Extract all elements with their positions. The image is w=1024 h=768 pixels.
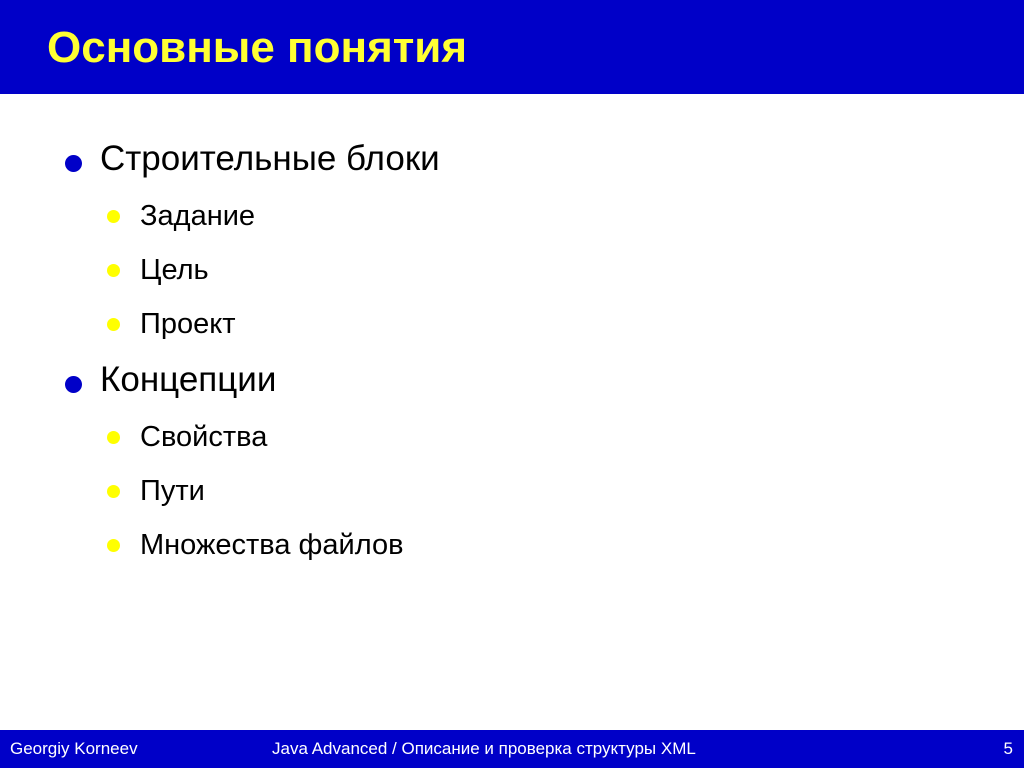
sub-bullet-item: Цель [140,254,209,286]
sub-bullet-item: Задание [140,200,256,232]
page-number: 5 [1003,739,1013,758]
bullet-dot-icon [65,155,82,172]
sub-bullet-item: Свойства [140,421,268,453]
sub-bullet-dot-icon [107,318,120,331]
slide-title: Основные понятия [47,23,468,72]
footer-bar [0,730,1024,768]
sub-bullet-item: Пути [140,475,205,507]
bullet-item: Строительные блоки [100,139,440,178]
bullet-item: Концепции [100,360,277,399]
bullet-dot-icon [65,376,82,393]
footer-course-title: Java Advanced / Описание и проверка структуры XML [272,739,696,758]
sub-bullet-dot-icon [107,431,120,444]
footer-author: Georgiy Korneev [10,739,138,758]
sub-bullet-item: Проект [140,308,236,340]
sub-bullet-dot-icon [107,539,120,552]
slide-content [0,94,1024,730]
sub-bullet-dot-icon [107,210,120,223]
sub-bullet-dot-icon [107,485,120,498]
sub-bullet-dot-icon [107,264,120,277]
sub-bullet-item: Множества файлов [140,529,404,561]
title-bar [0,0,1024,94]
